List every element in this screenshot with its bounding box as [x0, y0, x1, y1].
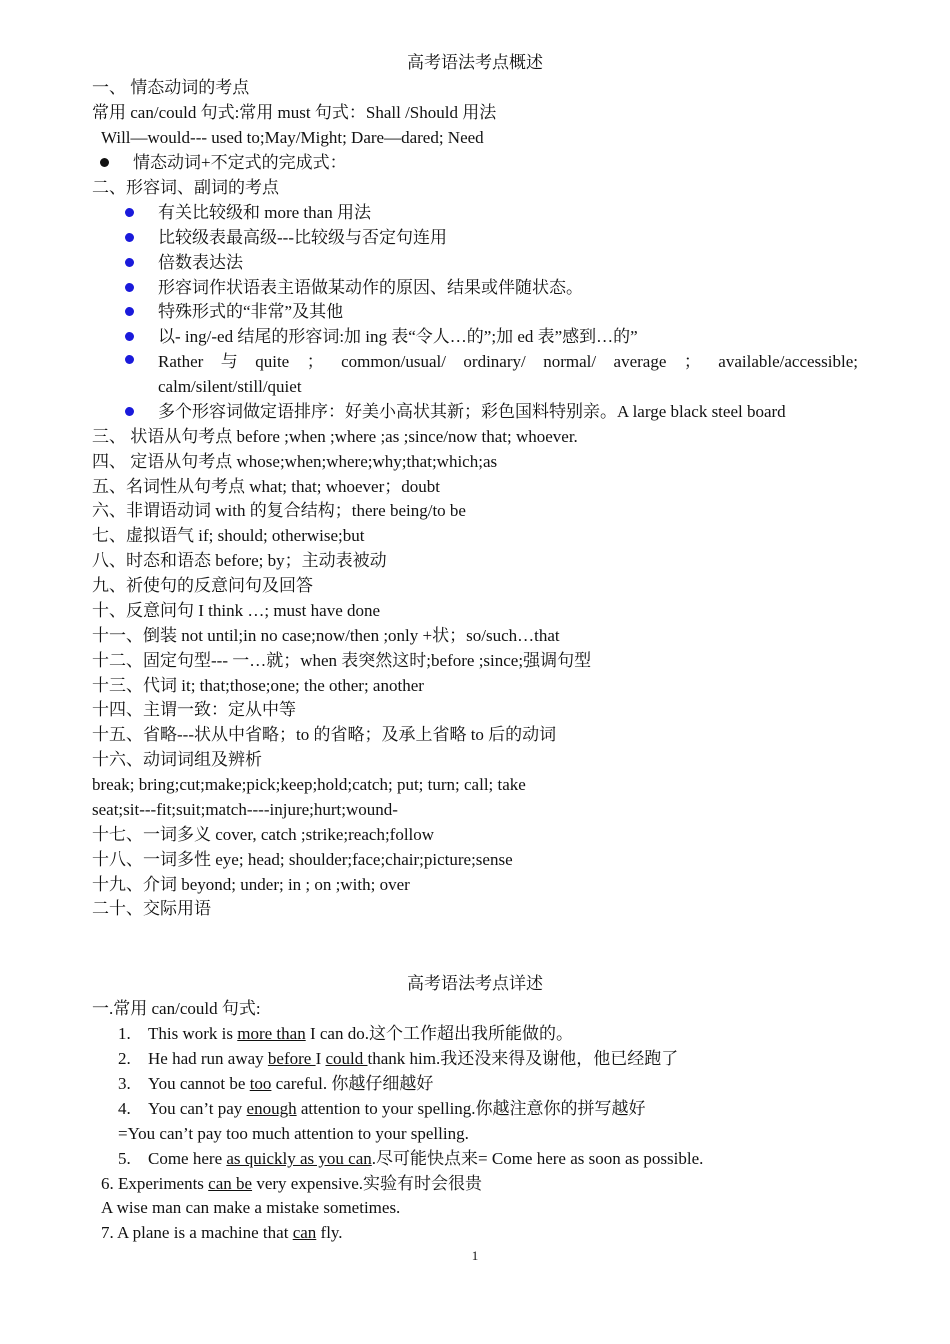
section-2-bullet: 倍数表达法 — [125, 250, 862, 275]
bullet-icon — [125, 307, 134, 316]
section-2-bullet: 比较级表最高级---比较级与否定句连用 — [125, 225, 862, 250]
section-1-line-1: 常用 can/could 句式:常用 must 句式：Shall /Should 用法 — [92, 103, 497, 122]
bullet-icon — [125, 407, 134, 416]
example-4-alt: =You can’t pay too much attention to your spelling. — [118, 1124, 469, 1143]
overview-item: 十八、一词多性 eye; head; shoulder;face;chair;picture;sense — [92, 850, 513, 869]
rather-continuation: calm/silent/still/quiet — [158, 377, 302, 396]
bullet-icon — [125, 283, 134, 292]
example-6: 6. Experiments can be very expensive.实验有时会很贵 — [101, 1174, 482, 1193]
section-2-bullet-rather — [125, 349, 858, 374]
section-2-bullet: 特殊形式的“非常”及其他 — [125, 299, 862, 324]
overview-item: 十、反意问句 I think …; must have done — [92, 601, 381, 620]
overview-item: 六、非谓语动词 with 的复合结构；there being/to be — [92, 501, 466, 520]
overview-item: 十六、动词词组及辨析 — [92, 750, 262, 769]
page-number: 1 — [471, 1248, 479, 1263]
example-6-alt: A wise man can make a mistake sometimes. — [101, 1198, 401, 1217]
overview-item: 二十、交际用语 — [92, 899, 211, 918]
example-7: 7. A plane is a machine that can fly. — [101, 1223, 343, 1242]
bullet-icon — [125, 233, 134, 242]
overview-item: 四、 定语从句考点 whose;when;where;why;that;which;as — [92, 452, 498, 471]
overview-item: 十三、代词 it; that;those;one; the other; another — [92, 676, 424, 695]
overview-item: 十四、主谓一致：定从中等 — [92, 700, 296, 719]
example-1: 1. This work is more than I can do.这个工作超出我所能做的。 — [118, 1024, 573, 1043]
overview-item: seat;sit---fit;suit;match----injure;hurt;wound- — [92, 800, 398, 819]
section-1-line-2: Will—would--- used to;May/Might; Dare—dared; Need — [101, 128, 484, 147]
overview-item: 十二、固定句型--- 一…就；when 表突然这时;before ;since;强调句型 — [92, 651, 592, 670]
overview-item: 十九、介词 beyond; under; in ; on ;with; over — [92, 875, 410, 894]
example-4: 4. You can’t pay enough attention to your spelling.你越注意你的拼写越好 — [118, 1099, 646, 1118]
section-2-heading: 二、形容词、副词的考点 — [92, 178, 279, 197]
section-2-bullet: 多个形容词做定语排序：好美小高状其新；彩色国料特别亲。A large black steel board — [125, 399, 862, 424]
rather-text: Rather 与 quite ； common/usual/ ordinary/ normal/ average ； available/accessible; — [158, 352, 858, 371]
bullet-icon — [125, 258, 134, 267]
bullet-icon — [125, 208, 134, 217]
overview-item: 十一、倒装 not until;in no case;now/then ;only +状；so/such…that — [92, 626, 560, 645]
overview-item: 八、时态和语态 before; by；主动表被动 — [92, 551, 387, 570]
section-1-bullet: 情态动词+不定式的完成式： — [100, 150, 862, 175]
section-2-bullet: 以- ing/-ed 结尾的形容词:加 ing 表“令人…的”;加 ed 表”感到…的” — [125, 324, 862, 349]
overview-item: break; bring;cut;make;pick;keep;hold;catch; put; turn; call; take — [92, 775, 526, 794]
overview-item: 五、名词性从句考点 what; that; whoever；doubt — [92, 477, 440, 496]
overview-item: 十七、一词多义 cover, catch ;strike;reach;follow — [92, 825, 435, 844]
example-5: 5. Come here as quickly as you can.尽可能快点来= Come here as soon as possible. — [118, 1149, 704, 1168]
overview-item: 七、虚拟语气 if; should; otherwise;but — [92, 526, 365, 545]
section-2-bullet: 形容词作状语表主语做某动作的原因、结果或伴随状态。 — [125, 275, 862, 300]
bullet-icon — [125, 355, 134, 364]
overview-title: 高考语法考点概述 — [407, 53, 543, 72]
detail-title: 高考语法考点详述 — [407, 974, 543, 993]
overview-item: 三、 状语从句考点 before ;when ;where ;as ;since/now that; whoever. — [92, 427, 578, 446]
bullet-icon — [100, 158, 109, 167]
overview-item: 九、祈使句的反意问句及回答 — [92, 576, 313, 595]
example-3: 3. You cannot be too careful. 你越仔细越好 — [118, 1074, 434, 1093]
section-1-heading: 一、 情态动词的考点 — [92, 78, 250, 97]
detail-heading: 一.常用 can/could 句式: — [92, 999, 261, 1018]
section-2-bullet: 有关比较级和 more than 用法 — [125, 200, 862, 225]
example-2: 2. He had run away before I could thank him.我还没来得及谢他，他已经跑了 — [118, 1049, 679, 1068]
overview-item: 十五、省略---状从中省略；to 的省略；及承上省略 to 后的动词 — [92, 725, 557, 744]
bullet-icon — [125, 332, 134, 341]
